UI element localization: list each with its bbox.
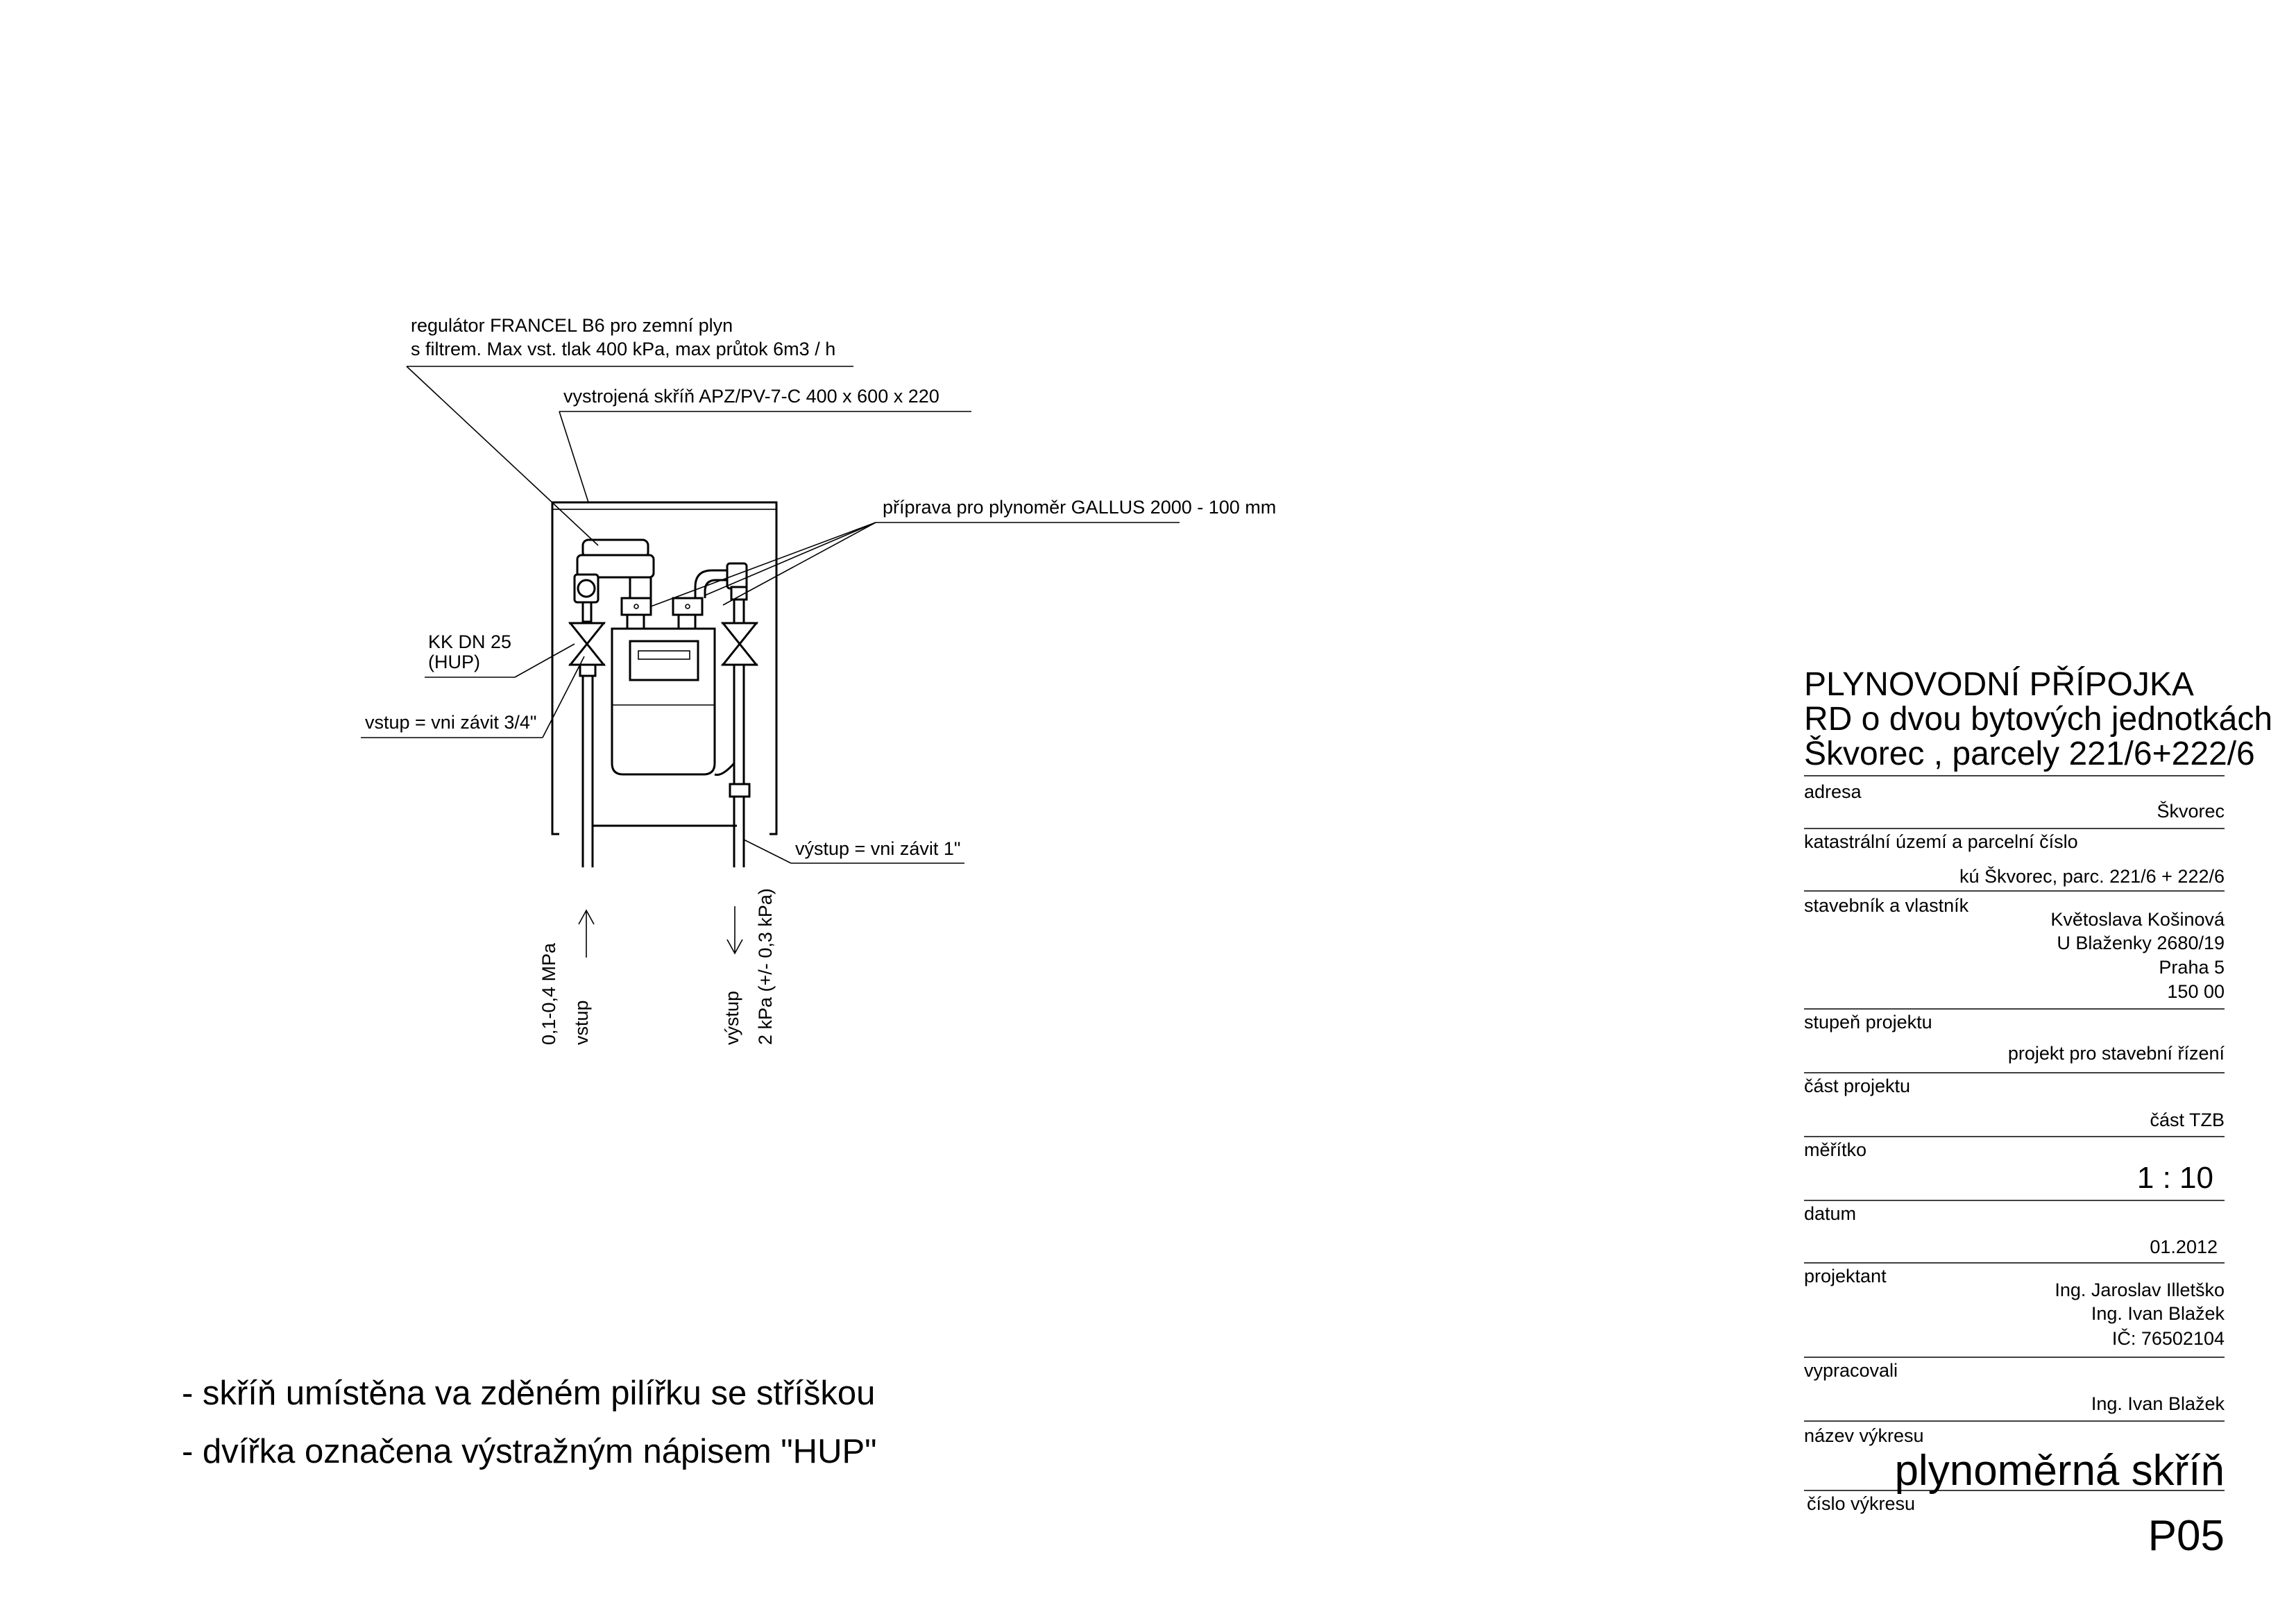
owner-city: Praha 5: [2159, 957, 2225, 978]
regulator-label-line2: s filtrem. Max vst. tlak 400 kPa, max průtok 6m3 / h: [411, 339, 836, 359]
meter-prep-label: příprava pro plynoměr GALLUS 2000 - 100 mm: [883, 497, 1277, 518]
owner-label: stavebník a vlastník: [1804, 895, 1969, 916]
outlet-flow-label: výstup: [722, 990, 742, 1045]
project-title-line2: RD o dvou bytových jednotkách: [1804, 701, 2273, 738]
leader-lines: [361, 366, 1180, 863]
outlet-arrow: [727, 906, 742, 953]
meter-outlet-nut: [673, 598, 702, 615]
title-block: [1804, 666, 2272, 1560]
cabinet-label: vystrojená skříň APZ/PV-7-C 400 x 600 x 220: [563, 386, 939, 407]
owner-name: Květoslava Košinová: [2050, 909, 2225, 930]
designer-1: Ing. Jaroslav Illetško: [2055, 1280, 2225, 1300]
designer-2: Ing. Ivan Blažek: [2091, 1303, 2225, 1324]
stage-label: stupeň projektu: [1804, 1012, 1932, 1033]
inlet-thread-label: vstup = vni závit 3/4": [365, 712, 537, 733]
cadastre-value: kú Škvorec, parc. 221/6 + 222/6: [1959, 866, 2225, 887]
regulator-label-line1: regulátor FRANCEL B6 pro zemní plyn: [411, 315, 733, 336]
owner-street: U Blaženky 2680/19: [2057, 933, 2225, 953]
project-title-line1: PLYNOVODNÍ PŘÍPOJKA: [1804, 666, 2194, 703]
note-cabinet-placement: - skříň umístěna va zděném pilířku se stříškou: [182, 1375, 876, 1412]
inlet-arrow: [579, 910, 594, 958]
drawing-name-label: název výkresu: [1804, 1425, 1924, 1446]
prepared-label: vypracovali: [1804, 1360, 1898, 1381]
owner-zip: 150 00: [2167, 981, 2225, 1002]
prepared-value: Ing. Ivan Blažek: [2091, 1393, 2225, 1414]
designer-label: projektant: [1804, 1266, 1887, 1286]
valve-label-line1: KK DN 25: [428, 631, 512, 652]
date-label: datum: [1804, 1203, 1857, 1224]
gas-meter: [612, 629, 715, 774]
valve-label-line2: (HUP): [428, 652, 480, 672]
outlet-thread-label: výstup = vni závit 1": [795, 838, 961, 859]
date-value: 01.2012: [2150, 1237, 2218, 1257]
project-title-line3: Škvorec , parcely 221/6+222/6: [1804, 736, 2255, 772]
drawing-number-label: číslo výkresu: [1807, 1493, 1916, 1514]
designer-id: IČ: 76502104: [2111, 1328, 2225, 1349]
cadastre-label: katastrální území a parcelní číslo: [1804, 831, 2078, 852]
part-label: část projektu: [1804, 1076, 1911, 1096]
inlet-flow-label: vstup: [571, 1000, 592, 1045]
address-label: adresa: [1804, 781, 1862, 802]
gas-regulator: [575, 540, 654, 602]
stage-value: projekt pro stavební řízení: [2007, 1043, 2225, 1064]
scale-value: 1 : 10: [2136, 1161, 2213, 1195]
meter-inlet-nut: [622, 598, 651, 615]
drawing-number-value: P05: [2148, 1512, 2225, 1560]
drawing-name-value: plynoměrná skříň: [1894, 1447, 2225, 1495]
address-value: Škvorec: [2157, 801, 2225, 822]
part-value: část TZB: [2150, 1110, 2225, 1130]
outlet-pressure-label: 2 kPa (+/- 0,3 kPa): [755, 888, 776, 1045]
inlet-pressure-label: 0,1-0,4 MPa: [538, 942, 559, 1045]
note-door-warning: - dvířka označena výstražným nápisem "HUP": [182, 1433, 877, 1470]
scale-label: měřítko: [1804, 1139, 1867, 1160]
gas-cabinet-diagram: [361, 315, 1276, 1045]
